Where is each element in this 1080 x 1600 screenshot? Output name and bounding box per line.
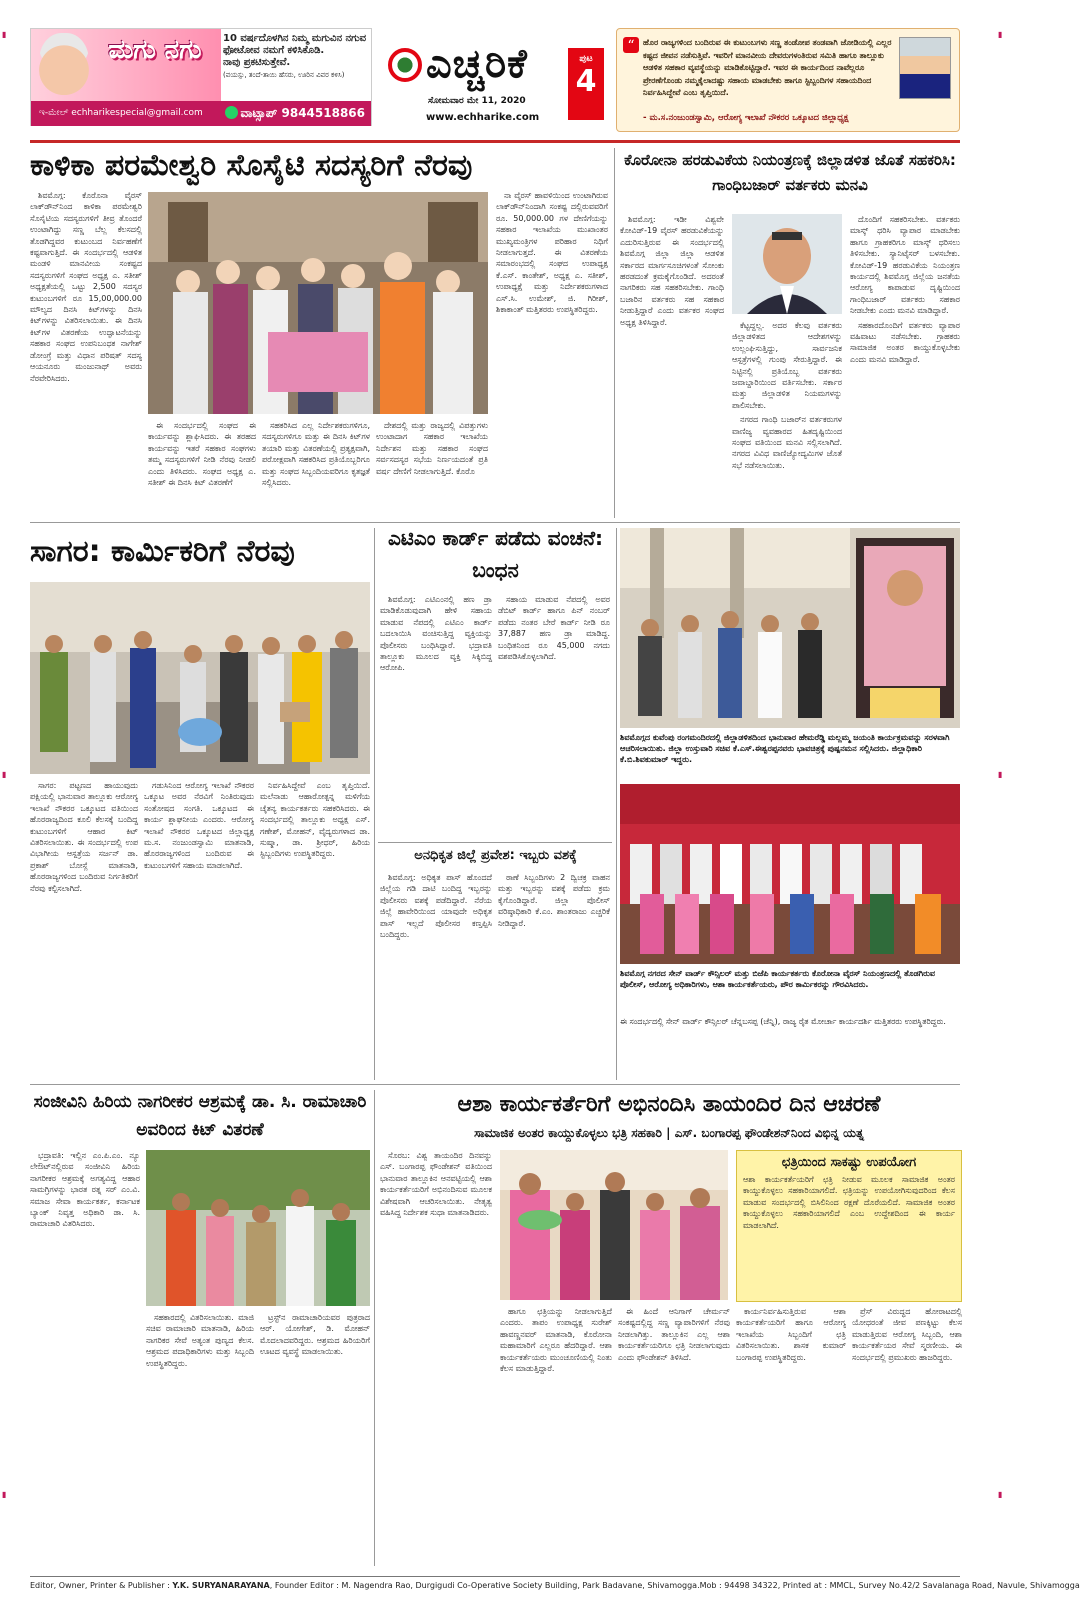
felicitation-photo-caption: ಶಿವಮೊಗ್ಗ ನಗರದ ಸೇನ್ ವಾರ್ಡ್ ಕೌನ್ಸಿಲರ್ ಮತ್ತು ಬಿಜೆಪಿ ಕಾರ್ಯಕರ್ತರು ಕೊರೋನಾ ವೈರಸ್ ನಿಯಂತ್ರಣದಲ್ಲಿ ತೊಡಗಿರುವ ಪೊಲೀಸ್, ಆರೋಗ್ಯ ಅಧಿಕಾರಿಗಳು, ಆಶಾ ಕಾರ್ಯಕರ್ತೆಯರು, ಪೌರ ಕಾರ್ಮಿಕರನ್ನು ಗೌರವಿಸಿದರು. <box>620 969 936 989</box>
story4-column-2: ಸಹಾಯ ಮಾಡುವ ನೆಪದಲ್ಲಿ ಅವರ ಡೆಬಿಟ್ ಕಾರ್ಡ್ ಹಾಗೂ ಪಿನ್ ನಂಬರ್ ಪಡೆದು ನಂತರ ಬೇರೆ ಕಾರ್ಡ್ ನೀಡಿ ರೂ 37,887 ಹಣ ಡ್ರಾ ಮಾಡಿದ್ದ. ಬಂಧಿತನಿಂದ ರೂ 45,000 ನಗದು ವಶಪಡಿಸಿಕೊಳ್ಳಲಾಗಿದೆ. <box>498 595 610 662</box>
registration-mark-icon: ▮ <box>2 770 7 779</box>
boxed-story-text: ಆಶಾ ಕಾರ್ಯಕರ್ತೆಯರಿಗೆ ಛತ್ರಿ ನೀಡುವ ಮೂಲಕ ಸಾಮಾಜಿಕ ಅಂತರ ಕಾಯ್ದುಕೊಳ್ಳಲು ಸಹಕಾರಿಯಾಗಲಿದೆ. ಛತ್ರಿಯನ್ನು ಉಪಯೋಗಿಸುವುದರಿಂದ ಕೆಲಸ ಮಾಡುವ ಸಂದರ್ಭದಲ್ಲಿ ಬಿಸಿಲಿನಿಂದ ರಕ್ಷಣೆ ದೊರೆಯಲಿದೆ. ಸಾಮಾಜಿಕ ಅಂತರ ಕಾಯ್ದುಕೊಳ್ಳಲು ಸಹಕಾರಿಯಾಗಲಿದೆ ಎಂಬ ಉದ್ದೇಶದಿಂದ ಈ ಕಾರ್ಯ ಮಾಡಲಾಗಿದೆ. <box>743 1175 955 1230</box>
story3-column-1: ಸಾಗರ: ಪಟ್ಟಣದ ಹಾಯುವುದು ಪಕ್ಷಿಯಲ್ಲಿ ಭಾನುವಾರ ತಾಲ್ಲೂಕು ಆರೋಗ್ಯ ಇಲಾಖೆ ನೌಕರರ ಒಕ್ಕೂಟದ ವತಿಯಿಂದ ಹೊರರಾಜ್ಯದಿಂದ ಕೂಲಿ ಕೆಲಸಕ್ಕೆ ಬಂದಿದ್ದ ಕುಟುಂಬಗಳಿಗೆ ಆಹಾರ ಕಿಟ್ ವಿತರಿಸಲಾಯಿತು. ಈ ಸಂದರ್ಭದಲ್ಲಿ ಉಪ ವಿಭಾಗೀಯ ಆಸ್ಪತ್ರೆಯ ಸರ್ಜನ್ ಡಾ. ಪ್ರಕಾಶ್ ಬೋಸ್ಲೆ ಮಾತನಾಡಿ, ಹೊರರಾಜ್ಯಗಳಿಂದ ಬಂದಿರುವ ನಿರ್ಗತಿಕರಿಗೆ ನೆರವು ಕಲ್ಪಿಸಲಾಗಿದೆ. <box>30 781 138 893</box>
masthead-divider <box>30 140 960 143</box>
headline-story6: ಸಂಜೀವಿನಿ ಹಿರಿಯ ನಾಗರೀಕರ ಆಶ್ರಮಕ್ಕೆ ಡಾ. ಸಿ. ರಾಮಾಚಾರಿ ಅವರಿಂದ ಕಿಟ್ ವಿತರಣೆ <box>33 1092 367 1140</box>
story7-column-1: ಸೊರಬ: ವಿಶ್ವ ತಾಯಂದಿರ ದಿನವನ್ನು ಎಸ್. ಬಂಗಾರಪ್ಪ ಫೌಂಡೇಶನ್ ವತಿಯಿಂದ ಭಾನುವಾರ ತಾಲ್ಲೂಕಿನ ಆನವಟ್ಟಿಯಲ್ಲಿ ಆಶಾ ಕಾರ್ಯಕರ್ತೆಯರಿಗೆ ಅಭಿನಂದಿಸುವ ಮೂಲಕ ವಿಶೇಷವಾಗಿ ಆಚರಿಸಲಾಯಿತು. ನೇತೃತ್ವ ವಹಿಸಿದ್ದ ನಿರ್ದೇಶಕ ಸುಧಾ ಮಾತನಾಡಿದರು. <box>380 1151 492 1218</box>
story7-column-2: ಹಾಗೂ ಛತ್ರಿಯನ್ನು ನೀಡಲಾಗುತ್ತಿದೆ ಎಂದರು. ತಾಪಂ ಉಪಾಧ್ಯಕ್ಷ ಸುರೇಶ್ ಹಾವಣ್ಣನವರ್ ಮಾತನಾಡಿ, ಕೊರೋನಾ ಮಹಾಮಾರಿಗೆ ಎಲ್ಲರೂ ಹೆದರಿದ್ದಾರೆ. ಆಶಾ ಕಾರ್ಯಕರ್ತೆಯರು ಮುಂಚೂಣಿಯಲ್ಲಿ ನಿಂತು ಕೆಲಸ ಮಾಡುತ್ತಿದ್ದಾರೆ. <box>500 1307 612 1374</box>
story7-column-5: ಪ್ರೆಸ್ ವಿರುದ್ಧದ ಹೋರಾಟದಲ್ಲಿ ಯೋಧರಂತೆ ಜೀವ ಪಣಕ್ಕಿಟ್ಟು ಕೆಲಸ ಮಾಡುತ್ತಿರುವ ಆರೋಗ್ಯ ಸಿಬ್ಬಂದಿ, ಆಶಾ ಕಾರ್ಯಕರ್ತೆಯರ ಸೇವೆ ಸ್ಮರಣೀಯ. ಈ ಸಂದರ್ಭದಲ್ಲಿ ಪ್ರಮುಖರು ಹಾಜರಿದ್ದರು. <box>852 1307 962 1362</box>
story2-portrait-photo <box>732 214 842 314</box>
boxed-story <box>736 1150 962 1302</box>
story7-column-4: ಕಾರ್ಯನಿರ್ವಹಿಸುತ್ತಿರುವ ಆಶಾ ಕಾರ್ಯಕರ್ತೆಯರಿಗೆ ಹಾಗೂ ಆರೋಗ್ಯ ಇಲಾಖೆಯ ಸಿಬ್ಬಂದಿಗೆ ಛತ್ರಿ ವಿತರಿಸಲಾಯಿತು. ಶಾಸಕ ಕುಮಾರ್ ಬಂಗಾರಪ್ಪ ಉಪಸ್ಥಿತರಿದ್ದರು. <box>736 1307 846 1362</box>
baby-photo <box>39 33 89 95</box>
story4-column-1: ಶಿವಮೊಗ್ಗ: ಎಟಿಎಂನಲ್ಲಿ ಹಣ ಡ್ರಾ ಮಾಡಿಕೊಡುವುದಾಗಿ ಹೇಳಿ ಸಹಾಯ ಮಾಡುವ ನೆಪದಲ್ಲಿ ಎಟಿಎಂ ಕಾರ್ಡ್ ಬದಲಾಯಿಸಿ ವಂಚಿಸುತ್ತಿದ್ದ ವ್ಯಕ್ತಿಯನ್ನು ಪೊಲೀಸರು ಬಂಧಿಸಿದ್ದಾರೆ. ಭದ್ರಾವತಿ ತಾಲ್ಲೂಕು ಮೂಲದ ವ್ಯಕ್ತಿ ಸಿಕ್ಕಿಬಿದ್ದ ಆರೋಪಿ. <box>380 595 492 673</box>
story7-photo <box>500 1150 728 1300</box>
story2-column-1: ಶಿವಮೊಗ್ಗ: ಇಡೀ ವಿಶ್ವವೇ ಕೋವಿಡ್-19 ವೈರಸ್ ಹರಡುವಿಕೆಯನ್ನು ಎದುರಿಸುತ್ತಿರುವ ಈ ಸಂದರ್ಭದಲ್ಲಿ ಶಿವಮೊಗ್ಗ ಜಿಲ್ಲಾ ಜಿಲ್ಲಾ ಆಡಳಿತ ಸರ್ಕಾರದ ಮಾರ್ಗಸೂಚಿಗಳಂತೆ ಸೋಂಕು ಹರಡದಂತೆ ಕ್ರಮಕೈಗೊಂಡಿದೆ. ಅದರಂತೆ ನಾಗರಿಕರು ಸಹ ಸಹಕರಿಸಬೇಕು. ಗಾಂಧಿ ಬಜಾರಿನ ವರ್ತಕರು ಸಹ ಸಹಕಾರ ನೀಡುತ್ತಿದ್ದಾರೆ ಎಂದು ವರ್ತಕರ ಸಂಘದ ಅಧ್ಯಕ್ಷ ತಿಳಿಸಿದ್ದಾರೆ. <box>620 215 724 327</box>
story1-column-3: ಸಹಕರಿಸಿದ ಎಲ್ಲ ನಿರ್ದೇಶಕರುಗಳಿಗೂ, ಸದಸ್ಯರುಗಳಿಗೂ ಮತ್ತು ಈ ದಿನಸಿ ಕಿಟ್‌ಗಳ ತಯಾರಿ ಮತ್ತು ವಿತರಣೆಯಲ್ಲಿ ಪ್ರತ್ಯಕ್ಷವಾಗಿ, ಪರೋಕ್ಷವಾಗಿ ಸಹಕರಿಸಿದ ಪ್ರತಿಯೊಬ್ಬರಿಗೂ ಮತ್ತು ಸಂಘದ ಸಿಬ್ಬಂದಿಯವರಿಗೂ ಕೃತಜ್ಞತೆ ಸಲ್ಲಿಸಿದರು. <box>262 421 370 488</box>
story6-column-3: ಟ್ರಸ್ಟ್‌ನ ರಾಮಾಚಾರಿಯವರ ಪುತ್ರರಾದ ಆರ್. ಯೋಗೇಶ್, ಡಿ. ಮೋಹನ್ ಮೊದಲಾದವರಿದ್ದರು. ಆಶ್ರಮದ ಹಿರಿಯರಿಗೆ ಊಟದ ವ್ಯವಸ್ಥೆ ಮಾಡಲಾಯಿತು. <box>260 1313 370 1357</box>
boxed-story-headline: ಛತ್ರಿಯಿಂದ ಸಾಕಷ್ಟು ಉಪಯೋಗ <box>781 1155 917 1170</box>
page-number-badge: ಪುಟ 4 <box>568 48 604 120</box>
quote-text: ಹೊರ ರಾಜ್ಯಗಳಿಂದ ಬಂದಿರುವ ಈ ಕುಟುಂಬಗಳು ಸಣ್ಣ ತಂಡೋಪ ತಂಡವಾಗಿ ಜೋಡಿಯಲ್ಲಿ ಎಲ್ಲರ ಕಷ್ಟದ ಜೀವನ ನಡೆಸುತ್ತಿವೆ. ಇವರಿಗೆ ಮಾನವೀಯ ದೇವರುಗಳಂತಿರುವ ಸಮಿತಿ ಹಾಗೂ ತಾಲ್ಲೂಕು ಆಡಳಿತ ಸಹಕಾರ ವ್ಯವಸ್ಥೆಯನ್ನು ಮಾಡಿಕೊಟ್ಟಿದ್ದಾರೆ. ಇವರ ಈ ಕಾರ್ಯದಿಂದ ನಾವೆಲ್ಲರೂ ಪ್ರೇರಣೆಗೊಂಡು ನಮ್ಮಕೈಲಾದಷ್ಟು ಸಹಾಯ ಮಾಡಬೇಕು ಹಾಗೂ ಸ್ಟಿಬ್ಬಂದಿಗಳ ಸಹಾಯದಿಂದ ನಿರ್ವಹಿಸಿದ್ದೇವೆ ಎಂಬ ತೃಪ್ತಿಯಿದೆ. <box>643 38 892 97</box>
logo-emblem-icon <box>388 48 422 82</box>
story6-column-2: ಸಹಕಾರದಲ್ಲಿ ವಿತರಿಸಲಾಯಿತು. ಮಾಜಿ ಸಚಿವ ರಾಮಾಚಾರಿ ಮಾತನಾಡಿ, ಹಿರಿಯ ನಾಗರಿಕರ ಸೇವೆ ಅತ್ಯಂತ ಪುಣ್ಯದ ಕೆಲಸ. ಆಶ್ರಮದ ಪದಾಧಿಕಾರಿಗಳು ಮತ್ತು ಸಿಬ್ಬಂದಿ ಉಪಸ್ಥಿತರಿದ್ದರು. <box>146 1313 254 1368</box>
headline-story4: ಎಟಿಎಂ ಕಾರ್ಡ್ ಪಡೆದು ವಂಚನೆ: ಬಂಧನ <box>387 526 604 582</box>
ad-contact-bar <box>31 101 371 126</box>
headline-story2: ಕೊರೋನಾ ಹರಡುವಿಕೆಯ ನಿಯಂತ್ರಣಕ್ಕೆ ಜಿಲ್ಲಾಡಳಿತ ಜೊತೆ ಸಹಕರಿಸಿ: ಗಾಂಧಿಬಜಾರ್ ವರ್ತಕರು ಮನವಿ <box>624 151 956 194</box>
headline-story1: ಕಾಳಿಕಾ ಪರಮೇಶ್ವರಿ ಸೊಸೈಟಿ ಸದಸ್ಯರಿಗೆ ನೆರವು <box>30 148 473 183</box>
story5-column-1: ಶಿವಮೊಗ್ಗ: ಅಧಿಕೃತ ಪಾಸ್ ಹೊಂದದೆ ಜಿಲ್ಲೆಯ ಗಡಿ ದಾಟಿ ಬಂದಿದ್ದ ಇಬ್ಬರನ್ನು ಪೊಲೀಸರು ವಶಕ್ಕೆ ಪಡೆದಿದ್ದಾರೆ. ನೆರೆಯ ಜಿಲ್ಲೆ ಹಾವೇರಿಯಿಂದ ಯಾವುದೇ ಅಧಿಕೃತ ಪಾಸ್ ಇಲ್ಲದೆ ಪೊಲೀಸರ ಕಣ್ತಪ್ಪಿಸಿ ಬಂದಿದ್ದರು. <box>380 873 492 940</box>
story3-photo <box>30 582 370 774</box>
ad-email[interactable]: ಇ-ಮೇಲ್ echharikespecial@gmail.com <box>39 108 203 118</box>
masthead-logo <box>388 40 588 123</box>
felicitation-photo-caption-2: ಈ ಸಂದರ್ಭದಲ್ಲಿ ಸೇನ್ ವಾರ್ಡ್ ಕೌನ್ಸಿಲರ್ ಚೆನ್ನಬಸಪ್ಪ (ಚೆನ್ನಿ), ರಾಜ್ಯ ರೈತ ಮೋರ್ಚಾ ಕಾರ್ಯದರ್ಶಿ ಮತ್ತಿತರರು ಉಪಸ್ಥಿತರಿದ್ದರು. <box>620 1017 946 1026</box>
story1-column-5: ನಾ ವೈರಸ್ ಹಾವಳಿಯಿಂದ ಉಂಟಾಗಿರುವ ಲಾಕ್‌ಡೌನ್‌ನಿಂದಾಗಿ ಸಂಕಷ್ಟ ದಲ್ಲಿರುವವರಿಗೆ ರೂ. 50,000.00 ಗಳ ದೇಣಿಗೆಯನ್ನು ಸಹಕಾರ ಇಲಾಖೆಯ ಮುಖಾಂತರ ಮುಖ್ಯಮಂತ್ರಿಗಳ ಪರಿಹಾರ ನಿಧಿಗೆ ನೀಡಲಾಗುತ್ತದೆ. ಈ ವಿತರಣೆಯ ಸಮಾರಂಭದಲ್ಲಿ ಸಂಘದ ಉಪಾಧ್ಯಕ್ಷ ಕೆ.ಎಸ್. ಕಾಂತೇಶ್, ಅಧ್ಯಕ್ಷ ಎ. ಸತೀಶ್, ಉಪಾಧ್ಯಕ್ಷೆ ಮತ್ತು ನಿರ್ದೇಶಕರುಗಳಾದ ಎಸ್.ಸಿ. ಉಮೇಶ್, ಜಿ. ಗಿರೀಶ್, ಶಿಕಾಕಾಂತ್ ಮತ್ತಿತರರು ಉಪಸ್ಥಿತರಿದ್ದರು. <box>496 191 608 315</box>
story6-photo <box>146 1150 370 1306</box>
registration-mark-icon: ▮ <box>998 1490 1003 1499</box>
editor-name: Y.K. SURYANARAYANA <box>172 1581 270 1590</box>
story1-photo <box>148 192 488 414</box>
ad-description: 10 ವರ್ಷದೊಳಗಿನ ನಿಮ್ಮ ಮಗುವಿನ ನಗುವ ಫೋಟೋವ ನಮಗೆ ಕಳಿಸಿಕೊಡಿ. ನಾವು ಪ್ರಕಟಿಸುತ್ತೇವೆ. (ವಯಸ್ಸು, ತಂದೆ-ತಾಯಿ ಹೆಸರು, ಊರಿನ ವಿವರ ಕಳಿಸಿ) <box>223 33 367 79</box>
issue-date: ಸೋಮವಾರ ಮೇ 11, 2020 <box>428 96 526 106</box>
story6-column-1: ಭದ್ರಾವತಿ: ಇಲ್ಲಿನ ಎಂ.ಪಿ.ಎಂ. ನ್ಯೂ ಲೇಔಟ್‌ನಲ್ಲಿರುವ ಸಂಜೀವಿನಿ ಹಿರಿಯ ನಾಗರೀಕರ ಆಶ್ರಮಕ್ಕೆ ಅಗತ್ಯವಿದ್ದ ಆಹಾರ ಸಾಮಗ್ರಿಗಳನ್ನು ಭಾರತ ರತ್ನ ಸರ್ ಎಂ.ವಿ. ಸಮಾಜ ಸೇವಾ ಕಾರ್ಯಕರ್ತ, ಕರ್ನಾಟಕ ಬ್ಯಾಂಕ್ ನಿವೃತ್ತ ಅಧಿಕಾರಿ ಡಾ. ಸಿ. ರಾಮಾಚಾರಿ ವಿತರಿಸಿದರು. <box>30 1151 140 1229</box>
headline-story7: ಆಶಾ ಕಾರ್ಯಕರ್ತೆರಿಗೆ ಅಭಿನಂದಿಸಿ ತಾಯಂದಿರ ದಿನ ಆಚರಣೆ <box>457 1092 881 1117</box>
story5-column-2: ಠಾಣೆ ಸಿಬ್ಬಂದಿಗಳು 2 ದ್ವಿಚಕ್ರ ವಾಹನ ಮತ್ತು ಇಬ್ಬರನ್ನು ವಶಕ್ಕೆ ಪಡೆದು ಕ್ರಮ ಕೈಗೊಂಡಿದ್ದಾರೆ. ಜಿಲ್ಲಾ ಪೊಲೀಸ್ ವರಿಷ್ಠಾಧಿಕಾರಿ ಕೆ.ಎಂ. ಶಾಂತರಾಜು ಎಚ್ಚರಿಕೆ ನೀಡಿದ್ದಾರೆ. <box>498 873 610 928</box>
story1-column-2: ಈ ಸಂದರ್ಭದಲ್ಲಿ ಸಂಘದ ಈ ಕಾರ್ಯವನ್ನು ಶ್ಲಾಘಿಸಿದರು. ಈ ತರಹದ ಕಾರ್ಯವನ್ನು ಇತರೆ ಸಹಕಾರ ಸಂಘಗಳು ತಮ್ಮ ಸದಸ್ಯರುಗಳಿಗೆ ನೀಡಿ ನೆರವು ನೀಡಲಿ ಎಂದು ತಿಳಿಸಿದರು. ಸಂಘದ ಅಧ್ಯಕ್ಷ ಎ. ಸತೀಶ್ ಈ ದಿನಸಿ ಕಿಟ್ ವಿತರಣೆಗೆ <box>148 421 256 488</box>
felicitation-photo <box>620 784 960 964</box>
imprint-footer: Editor, Owner, Printer & Publisher : Y.K. SURYANARAYANA, Founder Editor : M. Nagendra Rao, Durgigudi Co-Operative Society Building, Park Badavane, Shivamogga.Mob : 94498 34322, Printed at : MMCL, Survey No.42/2 Savalanaga Road, Navule, Shivamogga <box>30 1576 960 1592</box>
registration-mark-icon: ▮ <box>998 30 1003 39</box>
speaker-photo <box>899 37 951 99</box>
jayanti-photo <box>620 528 960 728</box>
ad-whatsapp[interactable]: ವಾಟ್ಸಾಪ್ 9844518866 <box>225 101 365 126</box>
subheadline-story7: ಸಾಮಾಜಿಕ ಅಂತರ ಕಾಯ್ದುಕೊಳ್ಳಲು ಭತ್ರಿ ಸಹಕಾರಿ | ಎಸ್. ಬಂಗಾರಪ್ಪ ಫೌಂಡೇಶನ್‌ನಿಂದ ವಿಭಿನ್ನ ಯತ್ನ <box>474 1126 864 1140</box>
headline-story5: ಅನಧಿಕೃತ ಜಿಲ್ಲೆ ಪ್ರವೇಶ: ಇಬ್ಬರು ವಶಕ್ಕೆ <box>414 848 577 863</box>
quote-icon: “ <box>623 37 639 53</box>
story3-column-3: ನಿರ್ವಹಿಸಿದ್ದೇವೆ ಎಂಬ ತೃಪ್ತಿಯಿದೆ. ಮಲೆನಾಡು ಆಹಾರೋತ್ಪನ್ನ ಮಳಿಗೆಯ ಚೈತನ್ಯ ಕಾರ್ಯಕರ್ತರು ಸಹಕರಿಸಿದರು. ಈ ಸಂದರ್ಭದಲ್ಲಿ ತಾಲ್ಲೂಕು ಅಧ್ಯಕ್ಷ ಎಸ್. ಗಣೇಶ್, ಮೋಹನ್, ವೈದ್ಯರುಗಳಾದ ಡಾ. ಸುಷ್ಮಾ, ಡಾ. ಶ್ರೀಧರ್, ಹಿರಿಯ ಸ್ಟಿಬ್ಬಂದಿಗಳು ಉಪಸ್ಥಿತರಿದ್ದರು. <box>260 781 370 859</box>
pull-quote <box>616 28 960 132</box>
story7-column-3: ಈ ಹಿಂದೆ ಆನಿಗಾಗ್ ಚೇರ್ಮನ್ ಸಂಕಷ್ಟದಲ್ಲಿದ್ದ ಸಣ್ಣ ವ್ಯಾಪಾರಿಗಳಿಗೆ ನೆರವು ನೀಡಲಾಗಿತ್ತು. ತಾಲ್ಲೂಕಿನ ಎಲ್ಲ ಆಶಾ ಕಾರ್ಯಕರ್ತೆಯರಿಗೂ ಛತ್ರಿ ನೀಡಲಾಗುವುದು ಎಂದು ಫೌಂಡೇಶನ್ ತಿಳಿಸಿದೆ. <box>618 1307 730 1362</box>
ad-banner <box>31 29 221 101</box>
baby-photo-ad <box>30 28 372 126</box>
story2-column-2: ದೊಂದಿಗೆ ಸಹಕರಿಸಬೇಕು. ವರ್ತಕರು ಮಾಸ್ಕ್ ಧರಿಸಿ ವ್ಯಾಪಾರ ಮಾಡಬೇಕು ಹಾಗೂ ಗ್ರಾಹಕರಿಗೂ ಮಾಸ್ಕ್ ಧರಿಸಲು ತಿಳಿಸಬೇಕು. ಸ್ಯಾನಿಟೈಸರ್ ಬಳಸಬೇಕು. ಕೋವಿಡ್-19 ಹರಡುವಿಕೆಯ ನಿಯಂತ್ರಣ ಕಾರ್ಯದಲ್ಲಿ ಶಿವಮೊಗ್ಗ ಜಿಲ್ಲೆಯ ಜನತೆಯ ಆರೋಗ್ಯ ಕಾಪಾಡುವ ದೃಷ್ಟಿಯಿಂದ ಗಾಂಧಿಬಜಾರ್ ವರ್ತಕರು ಸಹಕಾರ ನೀಡಬೇಕು ಎಂದು ಮನವಿ ಮಾಡಿದ್ದಾರೆ. ಸಹಕಾರದೊಂದಿಗೆ ವರ್ತಕರು ವ್ಯಾಪಾರ ವಹಿವಾಟು ನಡೆಸಬೇಕು. ಗ್ರಾಹಕರು ಸಾಮಾಜಿಕ ಅಂತರ ಕಾಯ್ದುಕೊಳ್ಳಬೇಕು ಎಂದು ಮನವಿ ಮಾಡಿದ್ದಾರೆ. <box>850 215 960 364</box>
registration-mark-icon: ▮ <box>998 770 1003 779</box>
quote-attribution: - ಮ.ಸ.ನಂಜುಂಡಸ್ವಾಮಿ, ಆರೋಗ್ಯ ಇಲಾಖೆ ನೌಕರರ ಒಕ್ಕೂಟದ ಜಿಲ್ಲಾಧ್ಯಕ್ಷ <box>643 113 849 123</box>
registration-mark-icon: ▮ <box>2 30 7 39</box>
story1-column-4: ದೇಶದಲ್ಲಿ ಮತ್ತು ರಾಜ್ಯದಲ್ಲಿ ವಿಪತ್ತುಗಳು ಉಂಟಾದಾಗ ಸಹಕಾರ ಇಲಾಖೆಯ ನಿರ್ದೇಶನ ಮತ್ತು ಸಹಕಾರ ಸಂಘದ ಸರ್ವಸದಸ್ಯರ ಸಭೆಯ ನಿರ್ಣಯದಂತೆ ಪ್ರತಿ ವರ್ಷ ದೇಣಿಗೆ ನೀಡಲಾಗುತ್ತಿದೆ. ಕೊರೊ <box>376 421 488 476</box>
whatsapp-icon <box>225 106 238 119</box>
jayanti-photo-caption: ಶಿವಮೊಗ್ಗದ ಕುವೆಂಪು ರಂಗಮಂದಿರದಲ್ಲಿ ಜಿಲ್ಲಾಡಳಿತದಿಂದ ಭಾನುವಾರ ಹೇಮರೆಡ್ಡಿ ಮಲ್ಲಮ್ಮ ಜಯಂತಿ ಕಾರ್ಯಕ್ರಮವನ್ನು ಸರಳವಾಗಿ ಆಚರಿಸಲಾಯಿತು. ಜಿಲ್ಲಾ ಉಸ್ತುವಾರಿ ಸಚಿವ ಕೆ.ಎಸ್.ಈಶ್ವರಪ್ಪನವರು ಭಾವಚಿತ್ರಕ್ಕೆ ಪುಷ್ಪನಮನ ಸಲ್ಲಿಸಿದರು. ಜಿಲ್ಲಾಧಿಕಾರಿ ಕೆ.ಬಿ.ಶಿವಕುಮಾರ್ ಇದ್ದರು. <box>620 733 950 764</box>
registration-mark-icon: ▮ <box>2 1490 7 1499</box>
story2-column-3: ಕೆಟ್ಟದ್ದಲ್ಲ. ಅದರ ಕೆಲವು ವರ್ತಕರು ಜಿಲ್ಲಾಡಳಿತದ ಆದೇಶಗಳನ್ನು ಉಲ್ಲಂಘಿಸುತ್ತಿದ್ದು, ಸಾರ್ವಜನಿಕ ಆಸ್ಪತ್ರೆಗಳಲ್ಲಿ ಗುಂಪು ಸೇರುತ್ತಿದ್ದಾರೆ. ಈ ನಿಟ್ಟಿನಲ್ಲಿ ಪ್ರತಿಯೊಬ್ಬ ವರ್ತಕರು ಜವಾಬ್ದಾರಿಯಿಂದ ವರ್ತಿಸಬೇಕು. ಸರ್ಕಾರ ಮತ್ತು ಜಿಲ್ಲಾಡಳಿತ ನಿಯಮಗಳನ್ನು ಪಾಲಿಸಬೇಕು. ನಗರದ ಗಾಂಧಿ ಬಜಾರ್‌ನ ವರ್ತಕರುಗಳ ವಾಣಿಜ್ಯ ವ್ಯವಹಾರದ ಹಿತದೃಷ್ಟಿಯಿಂದ ಸಂಘದ ವತಿಯಿಂದ ಮನವಿ ಸಲ್ಲಿಸಲಾಗಿದೆ. ನಗರದ ವಿವಿಧ ವಾಣಿಜ್ಯೋದ್ಯಮಿಗಳ ಜೊತೆ ಸಭೆ ನಡೆಸಲಾಯಿತು. <box>732 321 842 470</box>
ad-brand-title: ಮಗು ನಗು <box>108 35 202 65</box>
headline-story3: ಸಾಗರ: ಕಾರ್ಮಿಕರಿಗೆ ನೆರವು <box>30 534 295 569</box>
story1-column-1: ಶಿವಮೊಗ್ಗ: ಕೊರೊನಾ ವೈರಸ್ ಲಾಕ್‌ಡೌನ್‌ನಿಂದ ಕಾಳಿಕಾ ಪರಮೇಶ್ವರಿ ಸೊಸೈಟಿಯ ಸದಸ್ಯರುಗಳಿಗೆ ತೀವ್ರ ತೊಂದರೆ ಉಂಟಾಗಿದ್ದು ಸಣ್ಣ ಬೆಲ್ಲ ಕೆಲಸದಲ್ಲಿ ತೊಡಗಿದ್ದವರ ಕುಟುಂಬದ ನಿರ್ವಹಣೆಗೆ ಕಷ್ಟವಾಗುತ್ತಿದೆ. ಈ ಸಂದರ್ಭದಲ್ಲಿ ಆಡಳಿತ ಮಂಡಳಿ ಮಾನವೀಯ ಸಂಕಷ್ಟದ ಸದಸ್ಯರುಗಳಿಗೆ ಸಂಘದ ಅಧ್ಯಕ್ಷ ಎ. ಸತೀಶ್ ಅಧ್ಯಕ್ಷತೆಯಲ್ಲಿ ಒಟ್ಟು 2,500 ಸದಸ್ಯರ ಕುಟುಂಬಗಳಿಗೆ ರೂ 15,00,000.00 ಮೌಲ್ಯದ ದಿನಸಿ ಕಿಟ್‌ಗಳನ್ನು ದಿನಸಿ ಕಿಟ್‌ಗಳನ್ನು ವಿತರಿಸಲಾಯಿತು. ಈ ದಿನಸಿ ಕಿಟ್‌ಗಳ ವಿತರಣೆಯ ಉದ್ಘಾಟನೆಯನ್ನು ಸಹಕಾರ ಸಂಘದ ಉಪನಿಬಂಧಕ ನಾಗೇಶ್ ಡೋಂಗ್ರೆ ಮತ್ತು ವಿಧಾನ ಪರಿಷತ್ ಸದಸ್ಯ ಆಯನೂರು ಮಂಜುನಾಥ್ ಅವರು ನೆರವೇರಿಸಿದರು. <box>30 191 142 383</box>
newspaper-name: ಎಚ್ಚರಿಕೆ <box>426 40 528 87</box>
story3-column-2: ಗಡುಸಿನಿಂದ ಆರೋಗ್ಯ ಇಲಾಖೆ ನೌಕರರ ಒಕ್ಕೂಟ ಅವರ ನೆರವಿಗೆ ನಿಂತಿರುವುದು ಸಂತೋಷದ ಸಂಗತಿ. ಒಕ್ಕೂಟದ ಈ ಕಾರ್ಯ ಶ್ಲಾಘನೀಯ ಎಂದರು. ಆರೋಗ್ಯ ಇಲಾಖೆ ನೌಕರರ ಒಕ್ಕೂಟದ ಜಿಲ್ಲಾಧ್ಯಕ್ಷ ಮ.ಸ. ನಂಜುಂಡಸ್ವಾಮಿ ಮಾತನಾಡಿ, ಹೊರರಾಜ್ಯಗಳಿಂದ ಬಂದಿರುವ ಈ ಕುಟುಂಬಗಳಿಗೆ ಸಹಾಯ ಮಾಡಲಾಗಿದೆ. <box>144 781 254 870</box>
website-link[interactable]: www.echharike.com <box>426 112 540 123</box>
